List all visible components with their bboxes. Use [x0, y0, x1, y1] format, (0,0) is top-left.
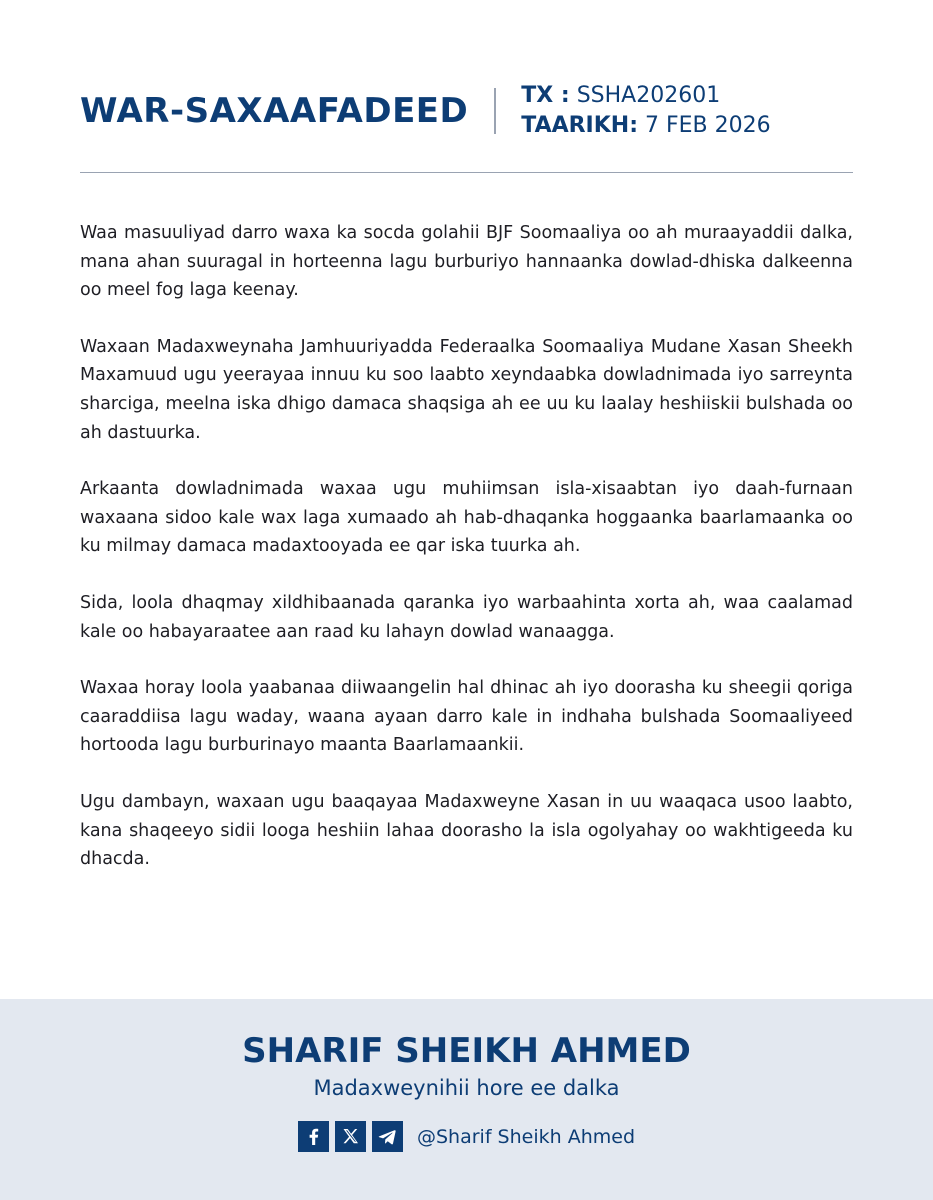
- reference-label: TX :: [521, 83, 570, 108]
- header-rule: [80, 172, 853, 173]
- signature-footer: [0, 999, 933, 1200]
- body-paragraph: Ugu dambayn, waxaan ugu baaqayaa Madaxweyne Xasan in uu waaqaca usoo laabto, kana shaqeeyo sidii looga heshiin lahaa doorasho la isla ogolyahay oo wakhtigeeda ku dhacda.: [80, 791, 853, 870]
- press-release-header: [80, 78, 853, 144]
- date-value: 7 FEB 2026: [645, 113, 771, 138]
- body-paragraph: Waxaa horay loola yaabanaa diiwaangelin hal dhinac ah iyo doorasha ku sheegii qoriga caaraddiisa lagu waday, waana ayaan darro kale in indhaha bulshada Soomaaliyeed hortooda lagu burburinayo maanta Baarlamaankii.: [80, 678, 853, 756]
- facebook-icon[interactable]: [298, 1121, 329, 1152]
- signatory-name: SHARIF SHEIKH AHMED: [242, 1031, 691, 1071]
- x-icon[interactable]: [335, 1121, 366, 1152]
- social-links: [0, 1121, 933, 1152]
- reference-value: SSHA202601: [576, 83, 721, 108]
- reference-block: [521, 81, 770, 141]
- x-glyph: [335, 1121, 366, 1152]
- header-divider: [494, 88, 496, 134]
- date-label: TAARIKH:: [521, 113, 639, 138]
- reference-line: [521, 81, 770, 111]
- press-release-body: [80, 219, 853, 902]
- telegram-glyph: [372, 1121, 403, 1152]
- facebook-glyph: [298, 1121, 329, 1152]
- signatory-title: Madaxweynihii hore ee dalka: [313, 1076, 620, 1100]
- body-paragraph: Sida, loola dhaqmay xildhibaanada qaranka iyo warbaahinta xorta ah, waa caalamad kale oo habayaraatee aan raad ku lahayn dowlad wanaagga.: [80, 592, 853, 642]
- body-paragraph: Arkaanta dowladnimada waxaa ugu muhiimsan isla-xisaabtan iyo daah-furnaan waxaana sidoo kale wax laga xumaado ah hab-dhaqanka hoggaanka baarlamaanka oo ku milmay damaca madaxtooyada ee qar iska tuurka ah.: [80, 479, 853, 557]
- social-handle[interactable]: @Sharif Sheikh Ahmed: [416, 1125, 636, 1148]
- date-line: [521, 111, 770, 141]
- body-paragraph: Waxaan Madaxweynaha Jamhuuriyadda Federaalka Soomaaliya Mudane Xasan Sheekh Maxamuud ugu yeerayaa innuu ku soo laabto xeyndaabka dowladnimada iyo sarreynta sharciga, meelna iska dhigo damaca shaqsiga ah ee uu ku laalay heshiiskii bulshada oo ah dastuurka.: [80, 336, 853, 443]
- body-paragraph: Waa masuuliyad darro waxa ka socda golahii BJF Soomaaliya oo ah muraayaddii dalka, mana ahan suuragal in horteenna lagu burburiyo hannaanka dowlad-dhiska dalkeenna oo meel fog laga keenay.: [80, 223, 853, 301]
- telegram-icon[interactable]: [372, 1121, 403, 1152]
- document-title: WAR-SAXAAFADEED: [80, 91, 469, 131]
